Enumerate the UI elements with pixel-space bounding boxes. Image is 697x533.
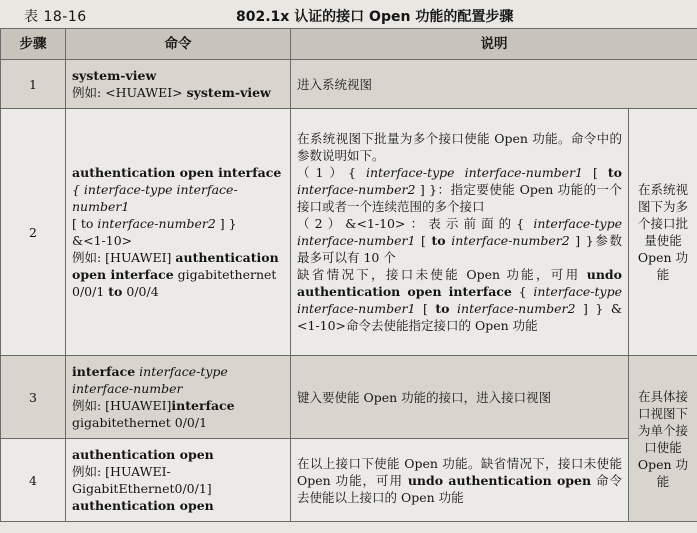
t: interface-number2 xyxy=(297,182,416,197)
command-repeat: &<1-10> xyxy=(72,233,133,248)
desc-param-1 xyxy=(297,164,622,215)
example-command: authentication open xyxy=(72,498,214,513)
t: interface-type interface-number1 xyxy=(297,216,622,248)
t: to xyxy=(435,301,450,316)
t: ] }参数最多可以有 10 个 xyxy=(297,233,622,265)
scope-note: 在系统视图下为多个接口批量使能 Open 功能 xyxy=(629,109,697,356)
command-text: authentication open interface xyxy=(72,165,282,180)
example-prefix: 例如: [HUAWEI] xyxy=(72,398,172,413)
t xyxy=(450,301,458,316)
t: ] } &<1-10>命令去使能指定接口的 Open 功能 xyxy=(297,301,622,333)
table-row xyxy=(1,60,697,109)
command-params-range xyxy=(72,215,284,232)
t: （1）{ xyxy=(297,165,366,180)
t: [ xyxy=(583,165,608,180)
cmd-keyword: interface xyxy=(72,364,136,379)
desc-intro: 在系统视图下批量为多个接口使能 Open 功能。命令中的参数说明如下。 xyxy=(297,131,622,163)
t: interface-number2 xyxy=(457,301,576,316)
command-example xyxy=(72,249,284,300)
header-row xyxy=(1,29,697,60)
bracket-to: [ to xyxy=(72,216,98,231)
t: undo authentication open interface xyxy=(297,267,622,299)
header-description: 说明 xyxy=(291,29,697,60)
step-cell: 4 xyxy=(1,439,66,522)
command-example: 例如: [HUAWEI-GigabitEthernet0/0/1] xyxy=(72,464,212,496)
t: [ xyxy=(415,301,436,316)
command-cell xyxy=(66,439,291,522)
desc-default xyxy=(297,266,622,334)
command-text: system-view xyxy=(72,68,157,83)
header-step: 步骤 xyxy=(1,29,66,60)
header-command: 命令 xyxy=(66,29,291,60)
t: interface-type interface-number1 xyxy=(297,284,622,316)
description-cell xyxy=(291,109,629,356)
desc-param-2 xyxy=(297,215,622,266)
example-arg: gigabitethernet 0/0/1 xyxy=(72,415,208,430)
command-example xyxy=(72,397,284,431)
cmd-params: interface-type interface-number xyxy=(72,364,228,396)
t: （2）&<1-10>：表示前面的{ xyxy=(297,216,534,231)
command-example xyxy=(72,84,284,101)
example-arg: gigabitethernet 0/0/1 xyxy=(72,267,277,299)
t: [ xyxy=(415,233,432,248)
t: { xyxy=(511,284,534,299)
t: interface-number2 xyxy=(451,233,570,248)
description-cell: 进入系统视图 xyxy=(291,60,697,109)
command-params: { interface-type interface-number1 xyxy=(72,182,238,214)
table-row xyxy=(1,109,697,356)
step-cell: 1 xyxy=(1,60,66,109)
example-command: authentication open interface xyxy=(72,250,279,282)
example-command: system-view xyxy=(186,85,271,100)
table-caption xyxy=(0,4,697,26)
scope-note: 在具体接口视图下为单个接口使能 Open 功能 xyxy=(629,356,697,522)
example-prefix: 例如: <HUAWEI> xyxy=(72,85,187,100)
command-cell xyxy=(66,356,291,439)
example-arg-end: 0/0/4 xyxy=(122,284,159,299)
t: 在以上接口下使能 Open 功能。缺省情况下，接口未使能 Open 功能，可用 xyxy=(297,455,622,488)
t: ] }：指定要使能 Open 功能的一个接口或者一个连续范围的多个接口 xyxy=(297,182,622,214)
command-cell xyxy=(66,109,291,356)
step-cell: 2 xyxy=(1,109,66,356)
t: 命令去使能以上接口的 Open 功能 xyxy=(297,472,622,505)
param-number2: interface-number2 xyxy=(97,216,216,231)
table-row xyxy=(1,356,697,439)
example-prefix: 例如: [HUAWEI] xyxy=(72,250,176,265)
t: to xyxy=(431,233,446,248)
example-to: to xyxy=(108,284,123,299)
table-title: 802.1x 认证的接口 Open 功能的配置步骤 xyxy=(236,9,514,25)
config-steps-table xyxy=(0,28,697,522)
table-row xyxy=(1,439,697,522)
table-number: 表 18-16 xyxy=(24,9,87,25)
bracket-close: ] } xyxy=(215,216,237,231)
t: 缺省情况下，接口未使能 Open 功能，可用 xyxy=(297,267,587,282)
t: to xyxy=(607,165,622,180)
description-cell: 键入要使能 Open 功能的接口，进入接口视图 xyxy=(291,356,629,439)
example-command: interface xyxy=(171,398,235,413)
command-cell xyxy=(66,60,291,109)
description-cell xyxy=(291,439,629,522)
step-cell: 3 xyxy=(1,356,66,439)
t: interface-type interface-number1 xyxy=(365,165,584,180)
command-text xyxy=(72,363,284,397)
t: undo authentication open xyxy=(407,472,592,488)
command-text: authentication open xyxy=(72,447,214,462)
